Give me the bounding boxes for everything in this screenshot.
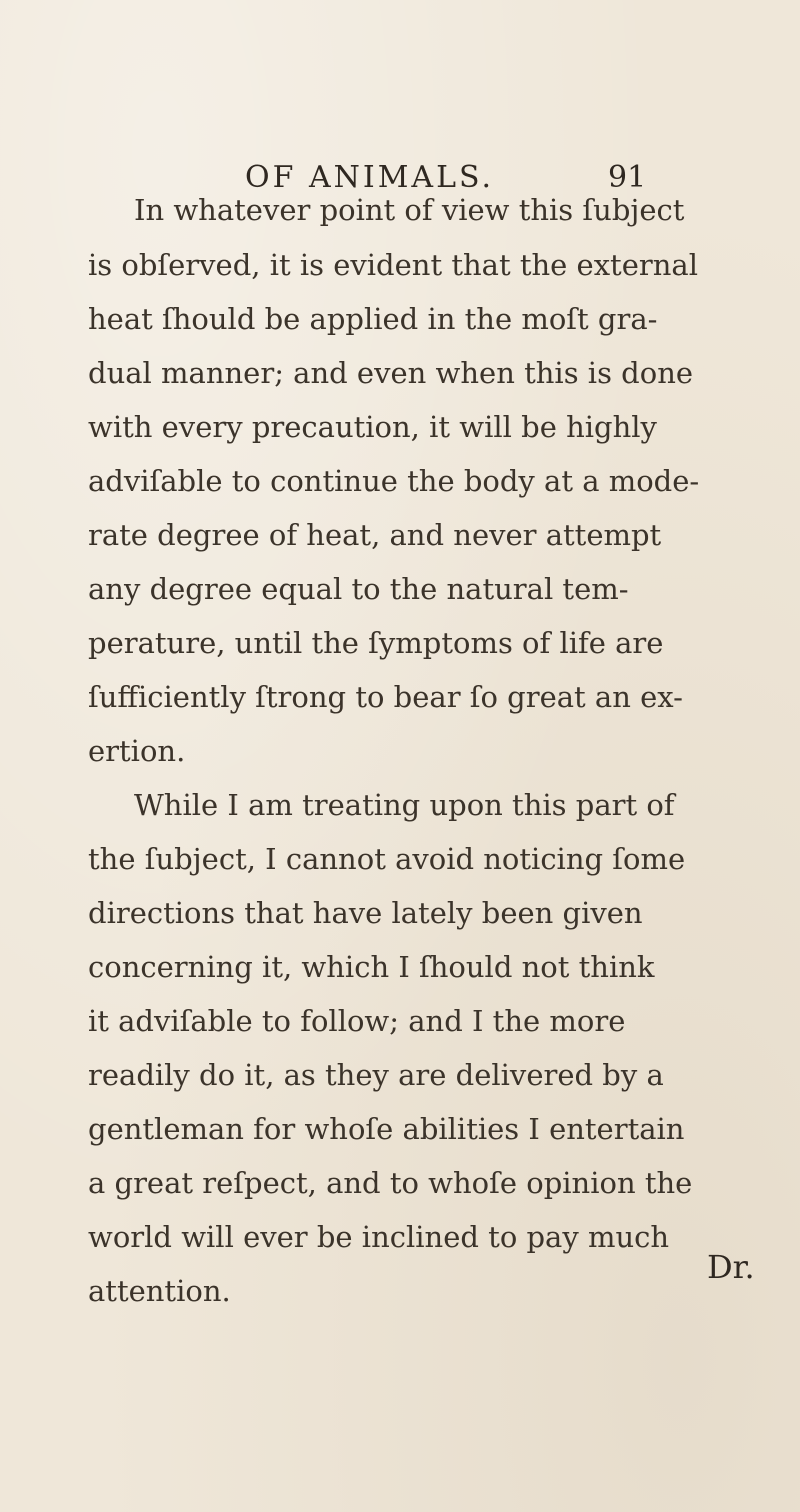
- text-line: In whatever point of view this ſubject: [134, 193, 685, 227]
- text-line: dual manner; and even when this is done: [88, 356, 694, 390]
- text-line: concerning it, which I ſhould not think: [88, 950, 655, 984]
- text-line: a great reſpect, and to whoſe opinion the: [88, 1166, 693, 1200]
- text-line: attention.: [88, 1274, 231, 1308]
- text-line: readily do it, as they are delivered by a: [88, 1058, 664, 1092]
- text-line: gentleman for whoſe abilities I entertain: [88, 1112, 685, 1146]
- running-title: OF ANIMALS.: [245, 160, 495, 195]
- text-line: While I am treating upon this part of: [134, 788, 675, 822]
- page-number: 91: [608, 160, 647, 195]
- text-line: adviſable to continue the body at a mode-: [88, 464, 700, 498]
- text-line: ertion.: [88, 734, 186, 768]
- text-line: rate degree of heat, and never attempt: [88, 518, 662, 552]
- text-line: heat ſhould be applied in the moſt gra-: [88, 302, 658, 336]
- text-line: perature, until the ſymptoms of life are: [88, 626, 664, 660]
- catchword: Dr.: [707, 1248, 755, 1286]
- text-line: any degree equal to the natural tem-: [88, 572, 629, 606]
- text-line: the ſubject, I cannot avoid noticing ſome: [88, 842, 686, 876]
- text-line: directions that have lately been given: [88, 896, 643, 930]
- text-line: is obſerved, it is evident that the external: [88, 248, 698, 282]
- text-line: with every precaution, it will be highly: [88, 410, 657, 444]
- text-line: world will ever be inclined to pay much: [88, 1220, 670, 1254]
- text-line: it adviſable to follow; and I the more: [88, 1004, 626, 1038]
- text-line: ſufficiently ſtrong to bear ſo great an ex-: [88, 680, 683, 714]
